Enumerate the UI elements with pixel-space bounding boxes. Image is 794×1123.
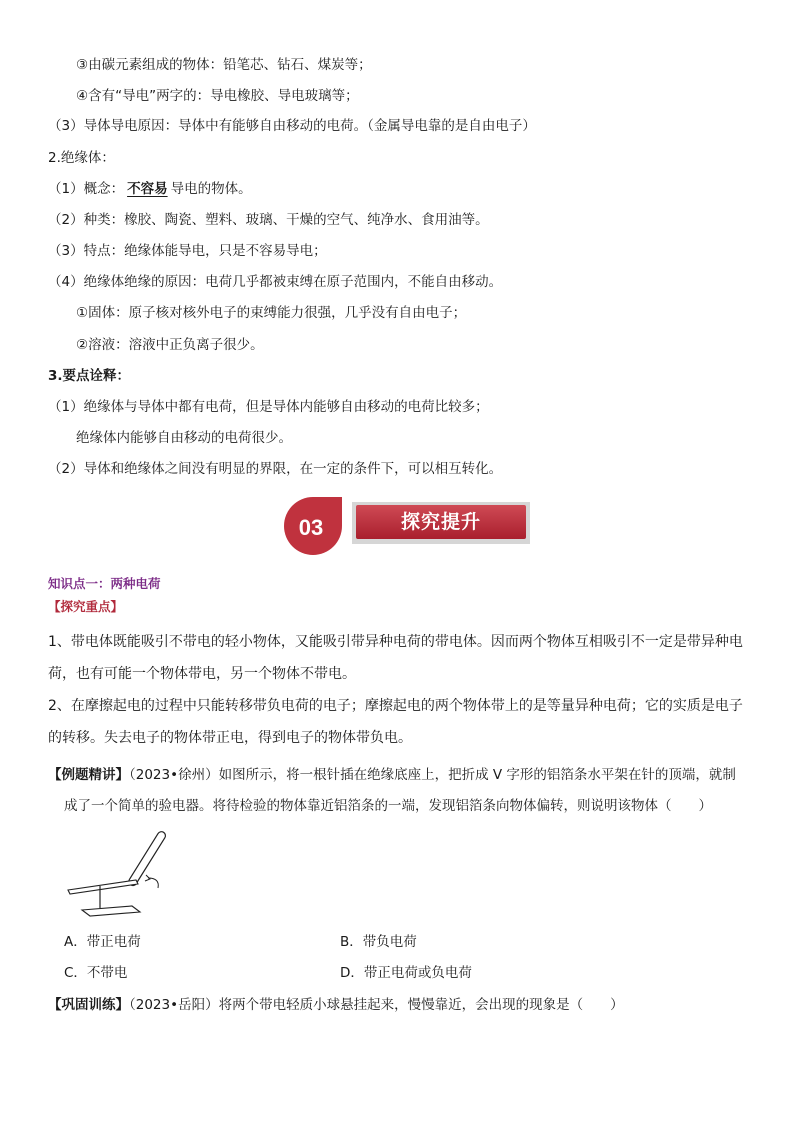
text-line: 绝缘体内能够自由移动的电荷很少。	[76, 430, 292, 446]
section-title: 探究提升	[356, 505, 526, 539]
fill-blank: 不容易	[127, 181, 168, 197]
text-line: （2）导体和绝缘体之间没有明显的界限，在一定的条件下，可以相互转化。	[48, 461, 503, 477]
example-tag: 【例题精讲】	[48, 767, 129, 783]
text-line: （3）特点：绝缘体能导电，只是不容易导电；	[48, 243, 327, 259]
electroscope-figure	[60, 822, 190, 922]
heading-key-points: 3.要点诠释：	[48, 368, 131, 384]
section-banner	[352, 502, 530, 544]
point-line: 的转移。失去电子的物体带正电，得到电子的物体带负电。	[48, 730, 412, 746]
option-d[interactable]: D．带正电荷或负电荷	[340, 965, 472, 981]
point-line: 1、带电体既能吸引不带电的轻小物体，又能吸引带异种电荷的带电体。因而两个物体互相吸引不一定是带异种电	[48, 634, 743, 650]
example-text: （2023•徐州）如图所示，将一根针插在绝缘底座上，把折成 V 字形的铝箔条水平架在针的顶端，就制	[129, 767, 736, 783]
text-line: ③由碳元素组成的物体：铅笔芯、钻石、煤炭等；	[76, 57, 372, 73]
practice-text: （2023•岳阳）将两个带电轻质小球悬挂起来，慢慢靠近，会出现的现象是（ ）	[129, 997, 624, 1013]
text-line: （1）绝缘体与导体中都有电荷，但是导体内能够自由移动的电荷比较多；	[48, 399, 489, 415]
text-line: （4）绝缘体绝缘的原因：电荷几乎都被束缚在原子范围内，不能自由移动。	[48, 274, 503, 290]
text-line: （2）种类：橡胶、陶瓷、塑料、玻璃、干燥的空气、纯净水、食用油等。	[48, 212, 489, 228]
practice-line	[48, 996, 624, 1014]
practice-tag: 【巩固训练】	[48, 997, 129, 1013]
example-line-1	[48, 766, 736, 784]
concept-prefix: （1）概念：	[48, 181, 125, 197]
focus-label: 【探究重点】	[48, 599, 124, 614]
heading-insulator: 2.绝缘体：	[48, 150, 115, 166]
knowledge-point-title: 知识点一：两种电荷	[48, 576, 161, 591]
point-line: 荷，也有可能一个物体带电，另一个物体不带电。	[48, 666, 356, 682]
concept-suffix: 导电的物体。	[170, 181, 252, 197]
text-line: （3）导体导电原因：导体中有能够自由移动的电荷。（金属导电靠的是自由电子）	[48, 118, 536, 134]
text-line: ②溶液：溶液中正负离子很少。	[76, 337, 264, 353]
point-line: 2、在摩擦起电的过程中只能转移带负电荷的电子；摩擦起电的两个物体带上的是等量异种电荷；它的实质是电子	[48, 698, 743, 714]
example-line-2: 成了一个简单的验电器。将待检验的物体靠近铝箔条的一端，发现铝箔条向物体偏转，则说明该物体（ ）	[64, 798, 712, 814]
section-number-badge	[282, 495, 344, 557]
option-b[interactable]: B．带负电荷	[340, 934, 417, 950]
option-a[interactable]: A．带正电荷	[64, 934, 141, 950]
text-line: ①固体：原子核对核外电子的束缚能力很强，几乎没有自由电子；	[76, 305, 467, 321]
section-number: 03	[298, 515, 324, 540]
option-c[interactable]: C．不带电	[64, 965, 128, 981]
text-line: ④含有“导电”两字的：导电橡胶、导电玻璃等；	[76, 88, 359, 104]
concept-line	[48, 180, 252, 198]
